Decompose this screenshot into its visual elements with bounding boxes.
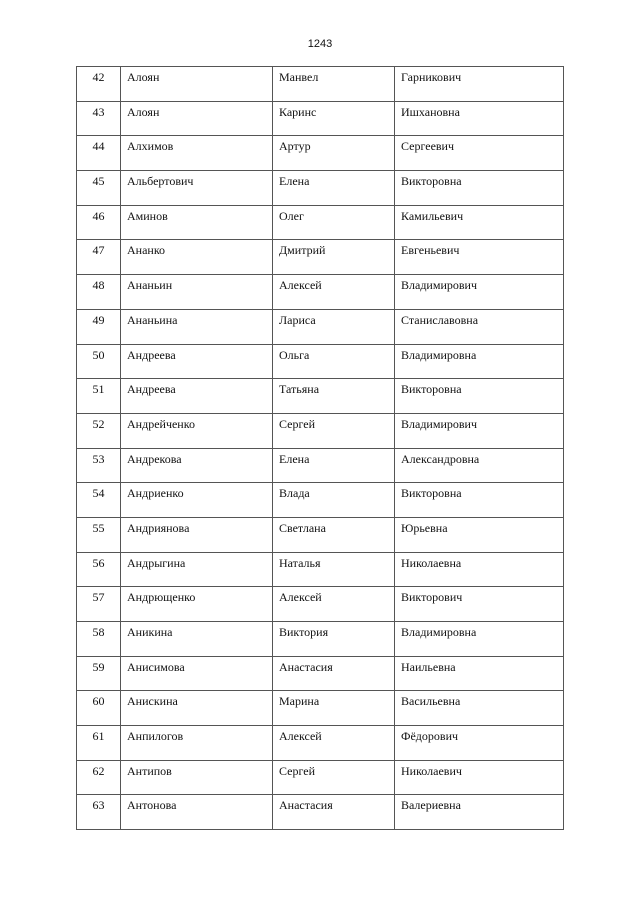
- table-row: [77, 622, 564, 657]
- surname-cell: Анисимова: [121, 656, 273, 691]
- patronymic-cell: Викторовна: [395, 171, 564, 206]
- first-name-cell: Елена: [273, 448, 395, 483]
- names-table: [76, 66, 564, 830]
- first-name-cell: Анастасия: [273, 795, 395, 830]
- row-number-cell: 43: [77, 101, 121, 136]
- page-number: 1243: [307, 38, 333, 50]
- row-number-cell: 55: [77, 517, 121, 552]
- surname-cell: Ананко: [121, 240, 273, 275]
- surname-cell: Андрекова: [121, 448, 273, 483]
- patronymic-cell: Фёдорович: [395, 726, 564, 761]
- names-table-body: [77, 67, 564, 830]
- surname-cell: Анпилогов: [121, 726, 273, 761]
- table-row: [77, 344, 564, 379]
- surname-cell: Анискина: [121, 691, 273, 726]
- row-number-cell: 46: [77, 205, 121, 240]
- table-row: [77, 205, 564, 240]
- surname-cell: Антипов: [121, 760, 273, 795]
- patronymic-cell: Николаевич: [395, 760, 564, 795]
- row-number-cell: 63: [77, 795, 121, 830]
- row-number-cell: 60: [77, 691, 121, 726]
- patronymic-cell: Владимировна: [395, 622, 564, 657]
- surname-cell: Андриянова: [121, 517, 273, 552]
- first-name-cell: Наталья: [273, 552, 395, 587]
- table-row: [77, 656, 564, 691]
- patronymic-cell: Викторовна: [395, 483, 564, 518]
- surname-cell: Алхимов: [121, 136, 273, 171]
- row-number-cell: 47: [77, 240, 121, 275]
- patronymic-cell: Ишхановна: [395, 101, 564, 136]
- surname-cell: Ананьин: [121, 275, 273, 310]
- patronymic-cell: Николаевна: [395, 552, 564, 587]
- table-row: [77, 587, 564, 622]
- patronymic-cell: Сергеевич: [395, 136, 564, 171]
- surname-cell: Антонова: [121, 795, 273, 830]
- surname-cell: Андрыгина: [121, 552, 273, 587]
- row-number-cell: 57: [77, 587, 121, 622]
- row-number-cell: 49: [77, 309, 121, 344]
- surname-cell: Андрейченко: [121, 413, 273, 448]
- table-row: [77, 691, 564, 726]
- table-row: [77, 726, 564, 761]
- patronymic-cell: Камильевич: [395, 205, 564, 240]
- first-name-cell: Лариса: [273, 309, 395, 344]
- row-number-cell: 50: [77, 344, 121, 379]
- row-number-cell: 42: [77, 67, 121, 102]
- surname-cell: Алоян: [121, 67, 273, 102]
- first-name-cell: Сергей: [273, 413, 395, 448]
- patronymic-cell: Викторовна: [395, 379, 564, 414]
- table-row: [77, 483, 564, 518]
- first-name-cell: Каринс: [273, 101, 395, 136]
- row-number-cell: 61: [77, 726, 121, 761]
- table-row: [77, 448, 564, 483]
- patronymic-cell: Станиславовна: [395, 309, 564, 344]
- first-name-cell: Алексей: [273, 726, 395, 761]
- table-row: [77, 67, 564, 102]
- table-row: [77, 517, 564, 552]
- first-name-cell: Влада: [273, 483, 395, 518]
- first-name-cell: Алексей: [273, 275, 395, 310]
- row-number-cell: 62: [77, 760, 121, 795]
- table-row: [77, 309, 564, 344]
- patronymic-cell: Валериевна: [395, 795, 564, 830]
- first-name-cell: Анастасия: [273, 656, 395, 691]
- surname-cell: Альбертович: [121, 171, 273, 206]
- table-row: [77, 240, 564, 275]
- first-name-cell: Олег: [273, 205, 395, 240]
- row-number-cell: 56: [77, 552, 121, 587]
- first-name-cell: Татьяна: [273, 379, 395, 414]
- first-name-cell: Артур: [273, 136, 395, 171]
- surname-cell: Аминов: [121, 205, 273, 240]
- first-name-cell: Ольга: [273, 344, 395, 379]
- table-row: [77, 136, 564, 171]
- first-name-cell: Дмитрий: [273, 240, 395, 275]
- first-name-cell: Светлана: [273, 517, 395, 552]
- patronymic-cell: Гарникович: [395, 67, 564, 102]
- surname-cell: Андреева: [121, 344, 273, 379]
- row-number-cell: 52: [77, 413, 121, 448]
- table-row: [77, 275, 564, 310]
- surname-cell: Андрющенко: [121, 587, 273, 622]
- patronymic-cell: Александровна: [395, 448, 564, 483]
- surname-cell: Алоян: [121, 101, 273, 136]
- surname-cell: Ананьина: [121, 309, 273, 344]
- row-number-cell: 51: [77, 379, 121, 414]
- table-row: [77, 379, 564, 414]
- table-row: [77, 760, 564, 795]
- surname-cell: Аникина: [121, 622, 273, 657]
- row-number-cell: 54: [77, 483, 121, 518]
- row-number-cell: 58: [77, 622, 121, 657]
- table-row: [77, 171, 564, 206]
- first-name-cell: Манвел: [273, 67, 395, 102]
- patronymic-cell: Васильевна: [395, 691, 564, 726]
- surname-cell: Андреева: [121, 379, 273, 414]
- table-row: [77, 795, 564, 830]
- patronymic-cell: Юрьевна: [395, 517, 564, 552]
- patronymic-cell: Викторович: [395, 587, 564, 622]
- row-number-cell: 48: [77, 275, 121, 310]
- table-row: [77, 413, 564, 448]
- first-name-cell: Марина: [273, 691, 395, 726]
- first-name-cell: Алексей: [273, 587, 395, 622]
- patronymic-cell: Наильевна: [395, 656, 564, 691]
- row-number-cell: 44: [77, 136, 121, 171]
- patronymic-cell: Евгеньевич: [395, 240, 564, 275]
- first-name-cell: Сергей: [273, 760, 395, 795]
- first-name-cell: Елена: [273, 171, 395, 206]
- row-number-cell: 45: [77, 171, 121, 206]
- row-number-cell: 59: [77, 656, 121, 691]
- patronymic-cell: Владимирович: [395, 413, 564, 448]
- table-row: [77, 552, 564, 587]
- first-name-cell: Виктория: [273, 622, 395, 657]
- row-number-cell: 53: [77, 448, 121, 483]
- patronymic-cell: Владимирович: [395, 275, 564, 310]
- surname-cell: Андриенко: [121, 483, 273, 518]
- patronymic-cell: Владимировна: [395, 344, 564, 379]
- table-row: [77, 101, 564, 136]
